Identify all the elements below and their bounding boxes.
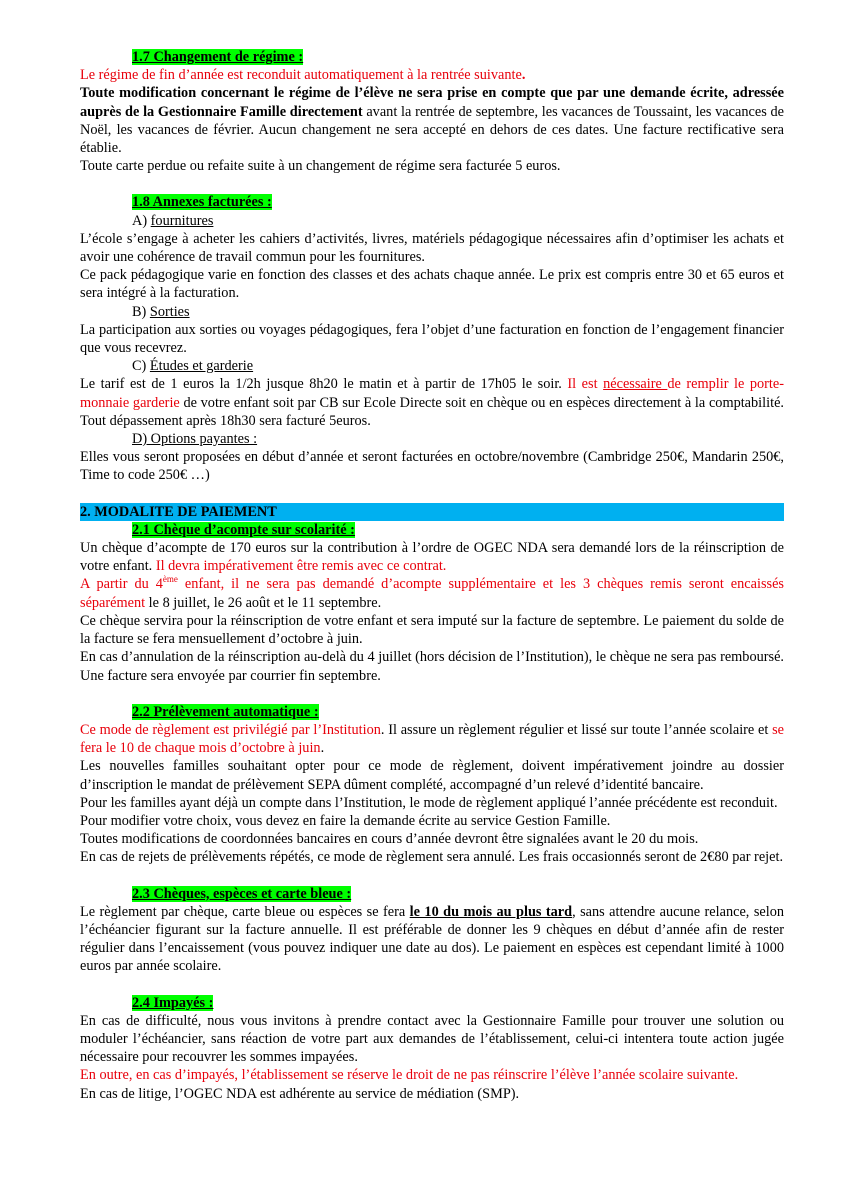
red-text: enfant, il ne sera pas demandé d’acompte supplémentaire et les 3 chèques remis seront encaissés séparément [80, 576, 784, 611]
section-2-bar [80, 503, 784, 521]
paragraph [80, 84, 784, 157]
paragraph [80, 539, 784, 575]
spacer [80, 175, 784, 193]
paragraph: L’école s’engage à acheter les cahiers d’activités, livres, matériels pédagogique nécessaires afin d’optimiser les achats et avoir une cohérence de travail commun pour les fournitures. [80, 230, 784, 266]
section-2-1-heading [132, 521, 784, 539]
red-underlined-text: nécessaire [603, 376, 668, 393]
document-content [80, 48, 784, 1103]
section-2-3-title: 2.3 Chèques, espèces et carte bleue : [132, 885, 352, 902]
red-text: Le régime de fin d’année est reconduit automatiquement à la rentrée suivante [80, 67, 522, 84]
subsection-b-label [132, 303, 784, 321]
subsection-d-label [132, 430, 784, 448]
red-text: A partir du 4 [80, 576, 163, 593]
bold-underlined-text: le 10 du mois au plus tard [409, 903, 573, 920]
text: A) [132, 212, 151, 229]
red-text: de remplir le porte-monnaie garderie [80, 376, 785, 411]
text: C) [132, 358, 150, 375]
paragraph: Pour modifier votre choix, vous devez en faire la demande écrite au service Gestion Famille. [80, 812, 611, 829]
text: Un chèque d’acompte de 170 euros sur la contribution à l’ordre de OGEC NDA sera demandé lors de la réinscription de votre enfant. [80, 540, 784, 575]
subsection-c-label [132, 357, 784, 375]
section-2-4-title: 2.4 Impayés : [132, 994, 214, 1011]
red-text: Il devra impérativement être remis avec ce contrat. [155, 558, 447, 575]
text: B) [132, 303, 150, 320]
paragraph: En cas de litige, l’OGEC NDA est adhérente au service de médiation (SMP). [80, 1085, 520, 1102]
underlined-text: D) Options payantes : [132, 431, 258, 448]
paragraph: La participation aux sorties ou voyages pédagogiques, fera l’objet d’une facturation en fonction de l’engagement financier que vous recevrez. [80, 321, 784, 357]
spacer [80, 485, 784, 503]
spacer [80, 976, 784, 994]
section-1-7-heading [132, 48, 784, 66]
paragraph: Ce pack pédagogique varie en fonction des classes et des achats chaque année. Le prix est compris entre 30 et 65 euros et sera intégré à la facturation. [80, 267, 784, 302]
red-text: . [521, 67, 526, 84]
paragraph [80, 375, 784, 430]
paragraph: Ce chèque servira pour la réinscription de votre enfant et sera imputé sur la facture de septembre. Le paiement du solde de la facture se fera mensuellement d’octobre à juin. [80, 612, 784, 648]
underlined-text: Études et garderie [149, 358, 254, 375]
section-2-2-title: 2.2 Prélèvement automatique : [132, 703, 319, 720]
subsection-a-label [132, 212, 784, 230]
section-2-4-heading [132, 994, 784, 1012]
red-text: se fera le 10 de chaque mois d’octobre à juin [80, 721, 784, 757]
text: . Il assure un règlement régulier et lissé sur toute l’année scolaire et [380, 721, 773, 738]
underlined-text: fournitures [150, 212, 214, 229]
red-text: Il est [567, 376, 604, 393]
paragraph: Les nouvelles familles souhaitant opter pour ce mode de règlement, doivent impérativement joindre au dossier d’inscription le mandat de prélèvement SEPA dûment complété, accompagné d’un relevé d’identité bancaire. [80, 758, 784, 793]
red-text: Ce mode de règlement est privilégié par l’Institution [80, 721, 381, 738]
section-2-3-heading [132, 885, 784, 903]
paragraph: Elles vous seront proposées en début d’année et seront facturées en octobre/novembre (Cambridge 250€, Mandarin 250€, Time to code 250€ …) [80, 449, 784, 484]
bold-text: Toute modification concernant le régime de l’élève ne sera prise en compte que par une demande écrite, adressée auprès de la Gestionnaire Famille directement [80, 85, 784, 120]
section-1-8-heading [132, 193, 784, 211]
paragraph: En cas de rejets de prélèvements répétés, ce mode de règlement sera annulé. Les frais occasionnés seront de 2€80 par rejet. [80, 849, 784, 866]
spacer [80, 685, 784, 703]
paragraph: En outre, en cas d’impayés, l’établissement se réserve le droit de ne pas réinscrire l’élève l’année scolaire suivante. [80, 1067, 739, 1084]
text: de votre enfant soit par CB sur Ecole Directe soit en chèque ou en espèces directement à la comptabilité. Tout dépassement après 18h30 sera facturé 5euros. [80, 394, 784, 429]
paragraph [80, 903, 784, 976]
section-2-title: 2. MODALITE DE PAIEMENT [80, 503, 784, 521]
paragraph: Toute carte perdue ou refaite suite à un changement de régime sera facturée 5 euros. [80, 158, 561, 175]
paragraph: Toutes modifications de coordonnées bancaires en cours d’année devront être signalées avant le 20 du mois. [80, 831, 699, 848]
paragraph: En cas d’annulation de la réinscription au-delà du 4 juillet (hors décision de l’Institution), le chèque ne sera pas remboursé. Une facture sera envoyée par courrier fin septembre. [80, 649, 784, 684]
section-2-1-title: 2.1 Chèque d’acompte sur scolarité : [132, 521, 355, 538]
paragraph [80, 721, 784, 757]
spacer [80, 867, 784, 885]
section-2-2-heading [132, 703, 784, 721]
text: avant la rentrée de septembre, les vacances de Toussaint, les vacances de Noël, les vacances de février. Aucun changement ne sera accepté en dehors de ces dates. Une facture rectificative sera établie. [80, 103, 785, 157]
text: . [320, 740, 325, 757]
section-1-8-title: 1.8 Annexes facturées : [132, 194, 272, 211]
text: , sans attendre aucune relance, selon l’échéancier figurant sur la facture annuelle. Il est préférable de donner les 9 chèques en début d’année afin de rester régulier dans l’encaissement (vous pouvez indiquer une date au dos). Le paiement en espèces est cependant limité à 1000 euros par année scolaire. [80, 903, 784, 975]
superscript: ème [162, 574, 178, 585]
section-1-7-title: 1.7 Changement de régime : [132, 49, 304, 65]
underlined-text: Sorties [149, 303, 190, 320]
text: Le règlement par chèque, carte bleue ou espèces se fera [80, 903, 410, 920]
text: Le tarif est de 1 euros la 1/2h jusque 8h20 le matin et à partir de 17h05 le soir. [80, 376, 568, 393]
text: le 8 juillet, le 26 août et le 11 septembre. [145, 594, 382, 611]
paragraph [80, 66, 784, 84]
paragraph: En cas de difficulté, nous vous invitons à prendre contact avec la Gestionnaire Famille pour trouver une solution ou moduler l’échéancier, sans réaction de votre part aux demandes de l’établissement, celui-ci intentera toute action jugée nécessaire pour recouvrer les sommes impayées. [80, 1012, 784, 1066]
paragraph [80, 575, 784, 611]
paragraph: Pour les familles ayant déjà un compte dans l’Institution, le mode de règlement appliqué l’année précédente est reconduit. [80, 794, 778, 811]
